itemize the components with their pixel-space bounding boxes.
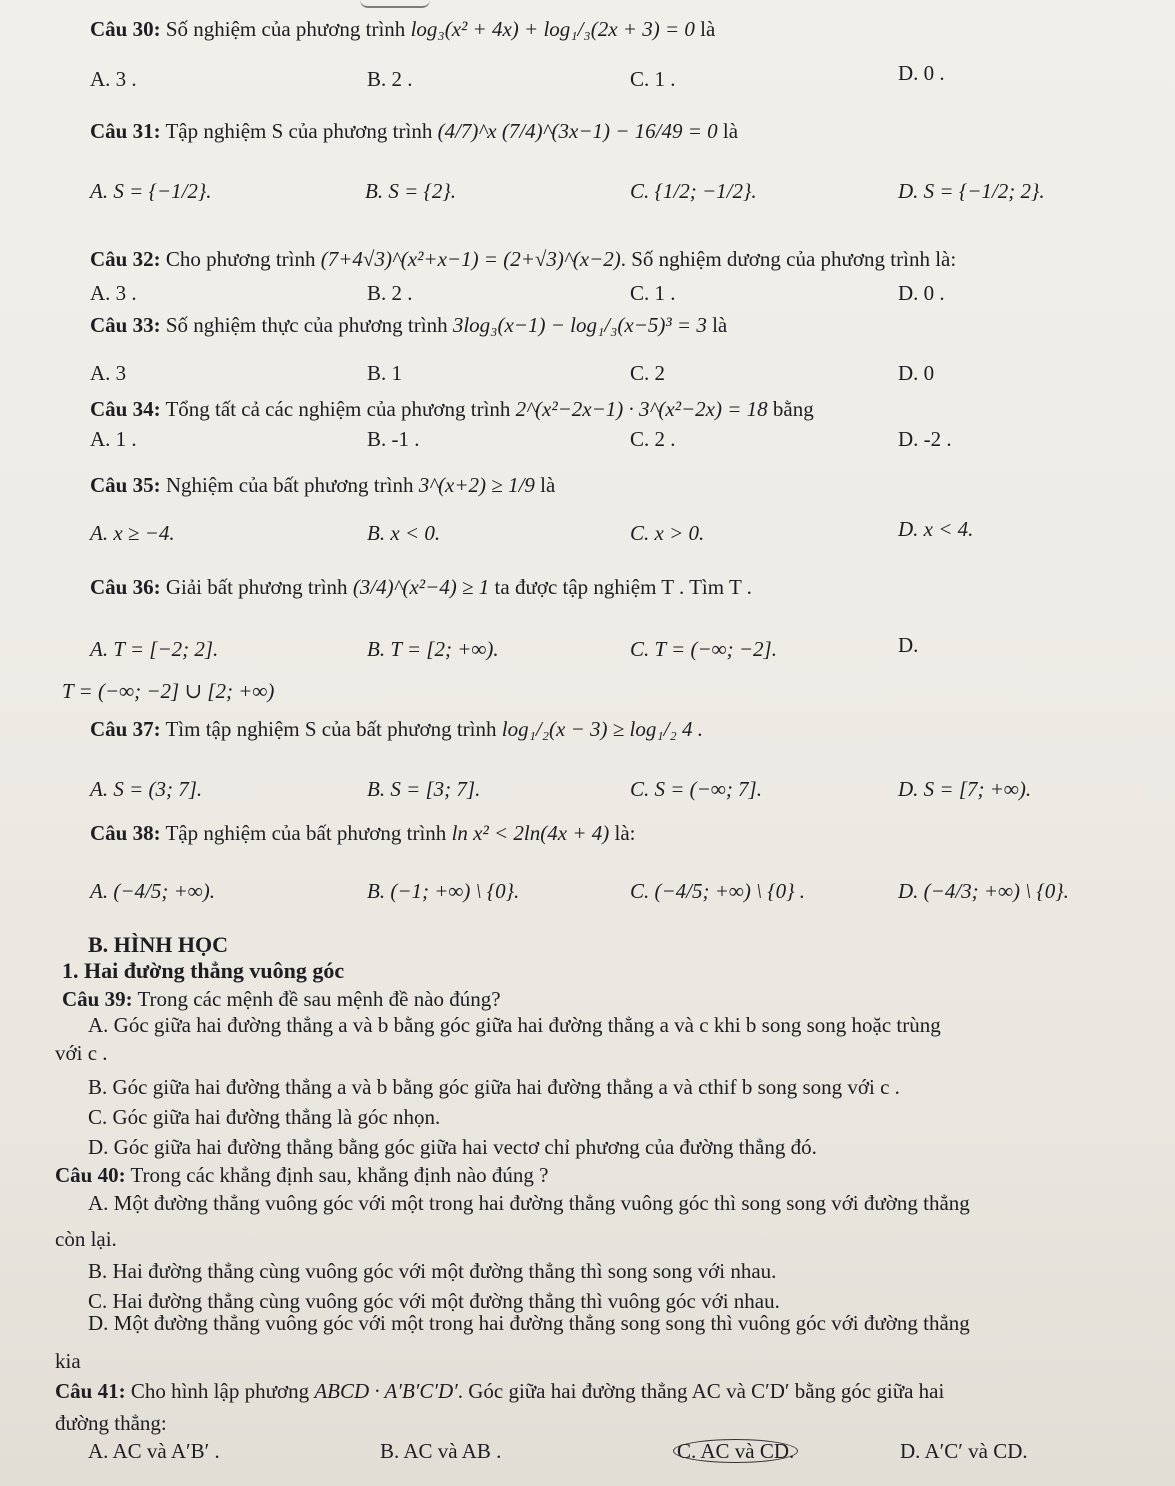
q41-option-b: B. AC và AB .	[380, 1439, 502, 1463]
q30-option-c: C. 1 .	[630, 67, 676, 91]
q39-option-c: C. Góc giữa hai đường thẳng là góc nhọn.	[88, 1105, 441, 1129]
q38-option-b: B. (−1; +∞) \ {0}.	[367, 879, 520, 903]
q41-option-a: A. AC và A′B′ .	[88, 1439, 220, 1463]
q38-option-c: C. (−4/5; +∞) \ {0} .	[630, 879, 806, 903]
q32-option-d: D. 0 .	[898, 281, 945, 305]
question-text: Tập nghiệm S của phương trình	[165, 119, 433, 143]
q31-option-a: A. S = {−1/2}.	[90, 179, 212, 203]
q30-option-d: D. 0 .	[898, 61, 945, 85]
q40-option-b: B. Hai đường thẳng cùng vuông góc với một đường thẳng thì song song với nhau.	[88, 1259, 777, 1283]
question-text: Tổng tất cả các nghiệm của phương trình	[165, 397, 511, 421]
question-text-cont: . Góc giữa hai đường thẳng AC và C′D′ bằng góc giữa hai	[457, 1379, 945, 1403]
question-text: Tìm tập nghiệm S của bất phương trình	[165, 717, 497, 741]
equation: log₃(x² + 4x) + log₁/₃(2x + 3) = 0	[410, 17, 695, 41]
q38-option-a: A. (−4/5; +∞).	[90, 879, 215, 903]
question-32	[90, 246, 956, 272]
equation: (4/7)^x (7/4)^(3x−1) − 16/49 = 0	[437, 119, 718, 143]
q40-option-c: C. Hai đường thẳng cùng vuông góc với một đường thẳng thì vuông góc với nhau.	[88, 1289, 780, 1313]
question-40	[55, 1162, 548, 1188]
equation: (7+4√3)^(x²+x−1) = (2+√3)^(x−2)	[320, 247, 621, 271]
question-text: Số nghiệm của phương trình	[165, 17, 406, 41]
q40-option-d-wrap: kia	[55, 1349, 81, 1373]
q37-option-b: B. S = [3; 7].	[367, 777, 481, 801]
q36-option-d: T = (−∞; −2] ∪ [2; +∞)	[62, 679, 275, 703]
q30-option-b: B. 2 .	[367, 67, 413, 91]
question-text: Cho hình lập phương	[130, 1379, 310, 1403]
question-35	[90, 472, 555, 498]
q39-option-a: A. Góc giữa hai đường thẳng a và b bằng góc giữa hai đường thẳng a và c khi b song song hoặc trùng	[88, 1013, 941, 1037]
q37-option-c: C. S = (−∞; 7].	[630, 777, 762, 801]
q31-option-c: C. {1/2; −1/2}.	[630, 179, 757, 203]
question-label: Câu 35:	[90, 473, 161, 497]
question-34	[90, 396, 814, 422]
question-tail: là	[712, 313, 728, 337]
q33-option-b: B. 1	[367, 361, 403, 385]
q31-option-b: B. S = {2}.	[365, 179, 457, 203]
q41-option-d: D. A′C′ và CD.	[900, 1439, 1028, 1463]
question-label: Câu 36:	[90, 575, 161, 599]
question-36	[90, 574, 752, 600]
question-tail: . Số nghiệm dương của phương trình là:	[620, 247, 957, 271]
question-label: Câu 31:	[90, 119, 161, 143]
question-label: Câu 40:	[55, 1163, 126, 1187]
question-text: Cho phương trình	[165, 247, 316, 271]
question-text: Tập nghiệm của bất phương trình	[165, 821, 447, 845]
question-label: Câu 41:	[55, 1379, 126, 1403]
q31-option-d: D. S = {−1/2; 2}.	[898, 179, 1045, 203]
question-label: Câu 32:	[90, 247, 161, 271]
question-tail: là	[540, 473, 556, 497]
section-1-heading: 1. Hai đường thẳng vuông góc	[62, 958, 345, 983]
question-tail: bằng	[772, 397, 814, 421]
question-label: Câu 38:	[90, 821, 161, 845]
question-41	[55, 1378, 944, 1404]
circled-answer-mark: C. AC và CD.	[673, 1439, 798, 1463]
q39-option-b: B. Góc giữa hai đường thẳng a và b bằng góc giữa hai đường thẳng a và cthif b song song với c .	[88, 1075, 900, 1099]
question-label: Câu 30:	[90, 17, 161, 41]
q37-option-a: A. S = (3; 7].	[90, 777, 203, 801]
q34-option-b: B. -1 .	[367, 427, 420, 451]
question-tail: là	[722, 119, 739, 143]
question-label: Câu 37:	[90, 717, 161, 741]
page-top-edge-mark	[360, 0, 430, 8]
q34-option-c: C. 2 .	[630, 427, 676, 451]
q32-option-a: A. 3 .	[90, 281, 137, 305]
section-b-heading: B. HÌNH HỌC	[88, 932, 228, 957]
q37-option-d: D. S = [7; +∞).	[898, 777, 1032, 801]
equation: 3^(x+2) ≥ 1/9	[418, 473, 535, 497]
question-41-wrap: đường thẳng:	[55, 1411, 167, 1435]
question-tail: là	[700, 17, 716, 41]
question-text: Giải bất phương trình	[165, 575, 348, 599]
q33-option-c: C. 2	[630, 361, 666, 385]
q35-option-a: A. x ≥ −4.	[90, 521, 175, 545]
q36-option-b: B. T = [2; +∞).	[367, 637, 499, 661]
equation: ln x² < 2ln(4x + 4)	[451, 821, 610, 845]
question-text: Số nghiệm thực của phương trình	[165, 313, 448, 337]
question-text: Trong các mệnh đề sau mệnh đề nào đúng?	[137, 987, 501, 1011]
q32-option-c: C. 1 .	[630, 281, 676, 305]
q38-option-d: D. (−4/3; +∞) \ {0}.	[898, 879, 1069, 903]
question-30	[90, 16, 715, 42]
q36-option-a: A. T = [−2; 2].	[90, 637, 219, 661]
equation: log₁/₂(x − 3) ≥ log₁/₂ 4 .	[501, 717, 704, 741]
question-tail: ta được tập nghiệm T . Tìm T .	[494, 575, 752, 599]
question-label: Câu 39:	[62, 987, 133, 1011]
q40-option-a: A. Một đường thẳng vuông góc với một trong hai đường thẳng vuông góc thì song song với đường thẳng	[88, 1191, 970, 1215]
question-31	[90, 118, 738, 144]
question-37	[90, 716, 703, 742]
q39-option-d: D. Góc giữa hai đường thẳng bằng góc giữa hai vectơ chỉ phương của đường thẳng đó.	[88, 1135, 817, 1159]
q36-option-d-label: D.	[898, 633, 919, 657]
question-label: Câu 34:	[90, 397, 161, 421]
q41-option-c	[676, 1438, 798, 1464]
q40-option-d: D. Một đường thẳng vuông góc với một trong hai đường thẳng song song thì vuông góc với đường thẳng	[88, 1311, 970, 1335]
equation: ABCD · A′B′C′D′	[314, 1379, 458, 1403]
q40-option-a-wrap: còn lại.	[55, 1227, 117, 1251]
equation: (3/4)^(x²−4) ≥ 1	[352, 575, 490, 599]
q35-option-b: B. x < 0.	[367, 521, 441, 545]
q36-option-c: C. T = (−∞; −2].	[630, 637, 777, 661]
question-text: Nghiệm của bất phương trình	[165, 473, 414, 497]
q33-option-d: D. 0	[898, 361, 935, 385]
equation: 3log₃(x−1) − log₁/₃(x−5)³ = 3	[452, 313, 707, 337]
q35-option-c: C. x > 0.	[630, 521, 705, 545]
question-label: Câu 33:	[90, 313, 161, 337]
question-tail: là:	[614, 821, 636, 845]
q39-option-a-wrap: với c .	[55, 1041, 108, 1065]
question-38	[90, 820, 636, 846]
q35-option-d: D. x < 4.	[898, 517, 974, 541]
question-33	[90, 312, 727, 338]
q34-option-a: A. 1 .	[90, 427, 137, 451]
question-text: Trong các khẳng định sau, khẳng định nào đúng ?	[130, 1163, 549, 1187]
q32-option-b: B. 2 .	[367, 281, 413, 305]
equation: 2^(x²−2x−1) · 3^(x²−2x) = 18	[515, 397, 768, 421]
q33-option-a: A. 3	[90, 361, 127, 385]
q30-option-a: A. 3 .	[90, 67, 137, 91]
question-39	[62, 986, 501, 1012]
q34-option-d: D. -2 .	[898, 427, 952, 451]
